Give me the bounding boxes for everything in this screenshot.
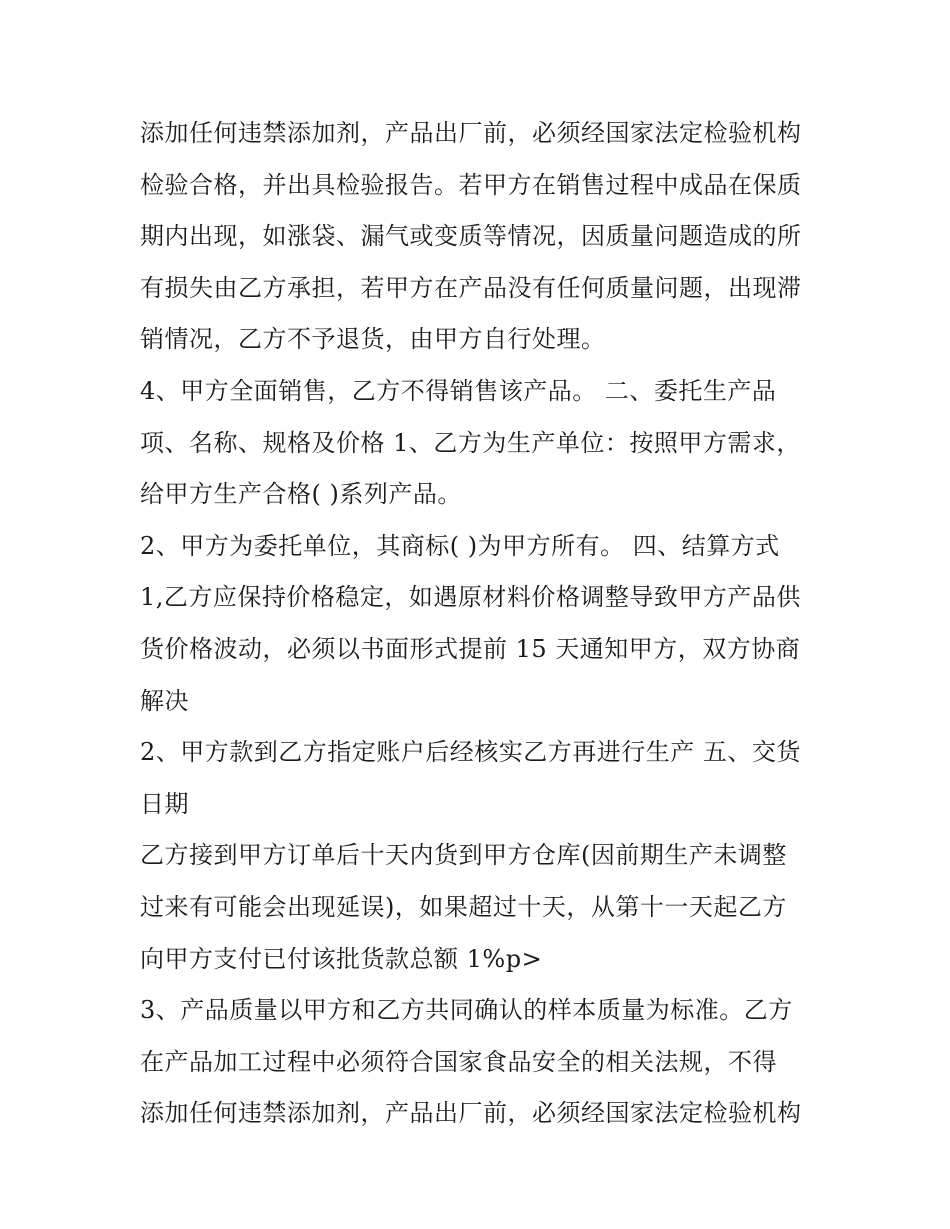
text-line: 日期	[140, 789, 189, 818]
text-line: 货价格波动，必须以书面形式提前 15 天通知甲方，双方协商	[140, 634, 801, 663]
text-line: 向甲方支付已付该批货款总额 1%p>	[140, 944, 543, 973]
text-line: 期内出现，如涨袋、漏气或变质等情况，因质量问题造成的所	[140, 222, 802, 251]
document-body	[140, 108, 820, 1140]
text-line: 2、甲方为委托单位，其商标( )为甲方所有。 四、结算方式	[140, 531, 780, 560]
text-line: 检验合格，并出具检验报告。若甲方在销售过程中成品在保质	[140, 170, 802, 199]
text-line: 4、甲方全面销售，乙方不得销售该产品。 二、委托生产品	[140, 376, 777, 405]
text-line: 添加任何违禁添加剂，产品出厂前，必须经国家法定检验机构	[140, 1099, 802, 1128]
text-line: 给甲方生产合格( )系列产品。	[140, 480, 462, 509]
text-line: 在产品加工过程中必须符合国家食品安全的相关法规，不得	[140, 1047, 777, 1076]
text-line: 过来有可能会出现延误)，如果超过十天，从第十一天起乙方	[140, 892, 787, 921]
text-line: 销情况，乙方不予退货，由甲方自行处理。	[140, 325, 606, 354]
text-line: 有损失由乙方承担，若甲方在产品没有任何质量问题，出现滞	[140, 273, 802, 302]
text-line: 解决	[140, 686, 189, 715]
text-line: 2、甲方款到乙方指定账户后经核实乙方再进行生产 五、交货	[140, 738, 801, 767]
text-line: 3、产品质量以甲方和乙方共同确认的样本质量为标准。乙方	[140, 996, 793, 1025]
text-line: 添加任何违禁添加剂，产品出厂前，必须经国家法定检验机构	[140, 119, 802, 147]
text-line: 1,乙方应保持价格稳定，如遇原材料价格调整导致甲方产品供	[140, 583, 801, 612]
text-line: 乙方接到甲方订单后十天内货到甲方仓库(因前期生产未调整	[140, 841, 787, 870]
text-line: 项、名称、规格及价格 1、乙方为生产单位：按照甲方需求，	[140, 428, 801, 457]
